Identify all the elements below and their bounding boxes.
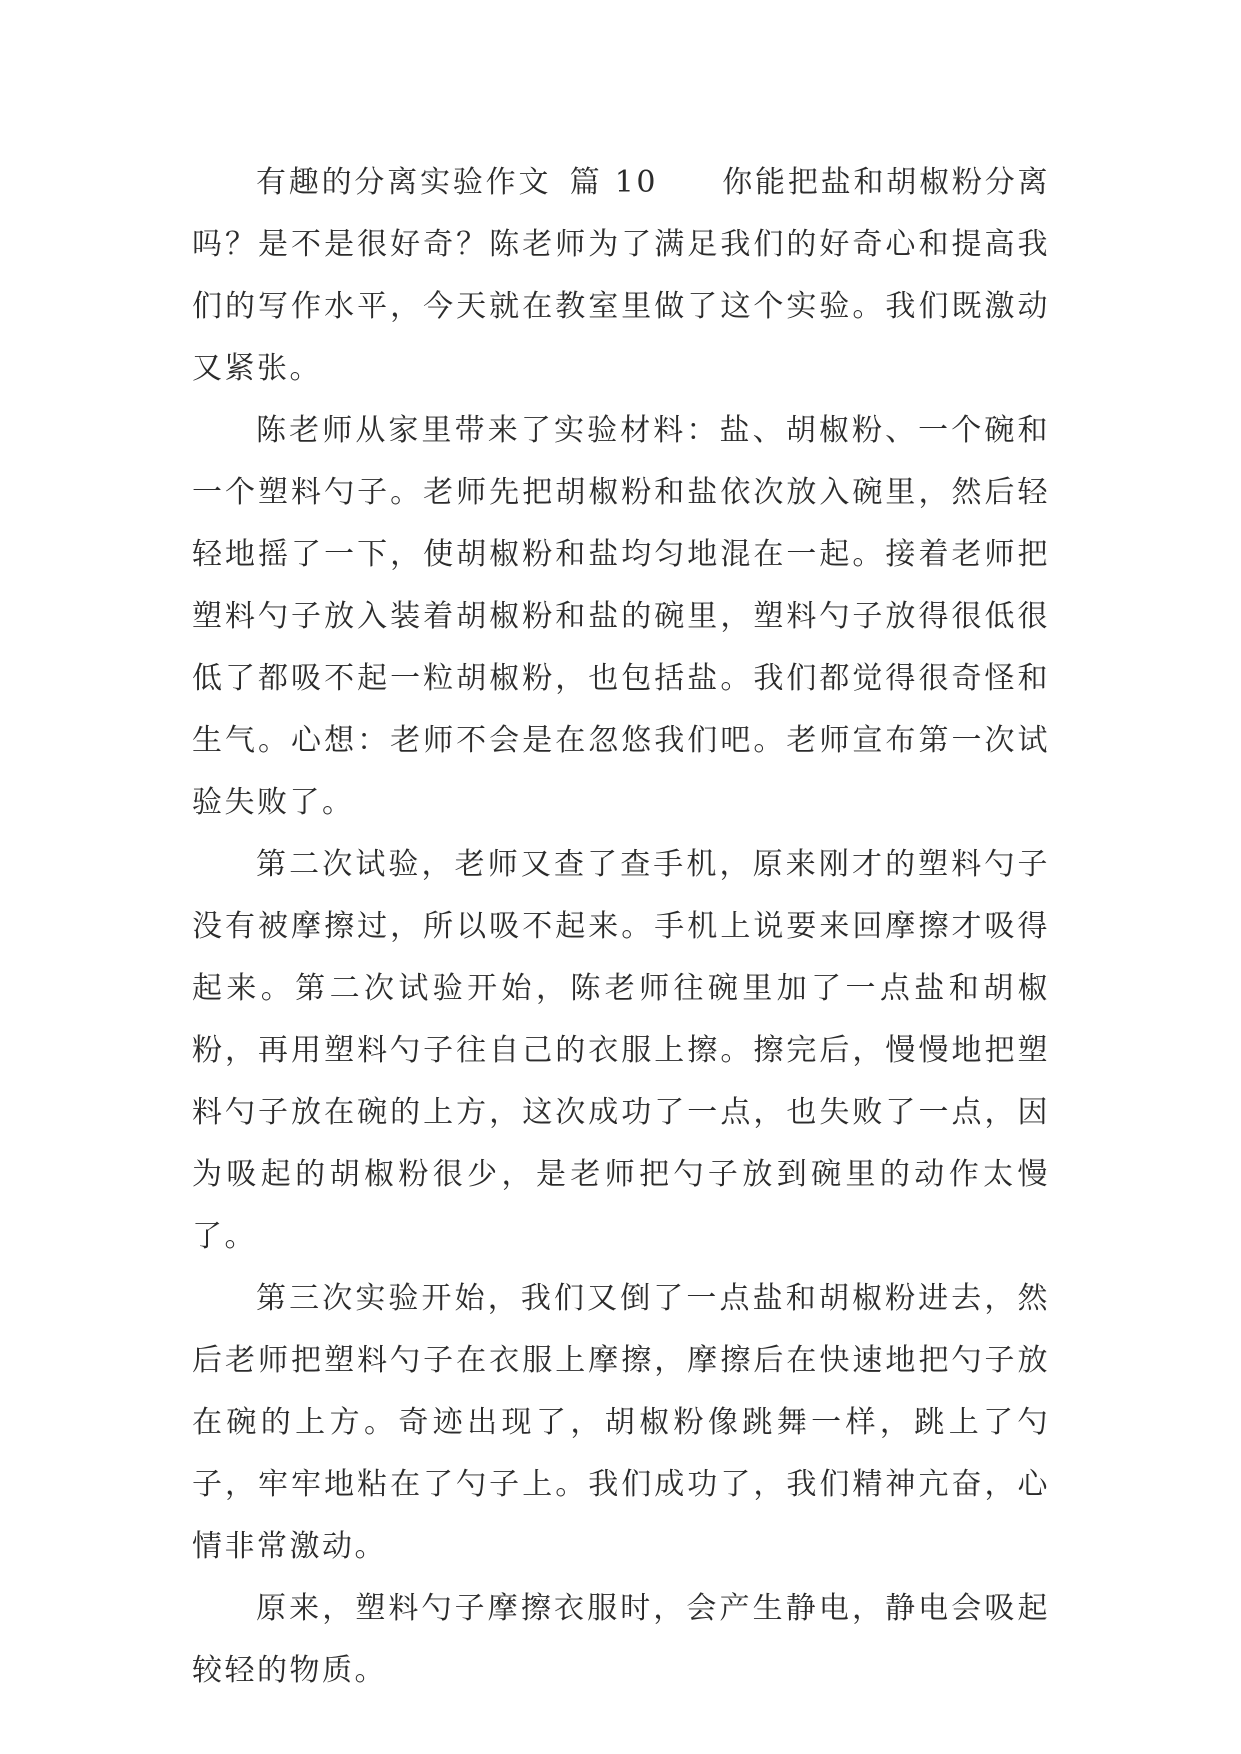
paragraph-3: 第三次实验开始，我们又倒了一点盐和胡椒粉进去，然后老师把塑料勺子在衣服上摩擦，摩擦后在快速地把勺子放在碗的上方。奇迹出现了，胡椒粉像跳舞一样，跳上了勺子，牢牢地粘在了勺子上。我们成功了，我们精神亢奋，心情非常激动。	[192, 1281, 1050, 1564]
essay-number: 篇 10	[569, 165, 658, 200]
paragraph-4: 原来，塑料勺子摩擦衣服时，会产生静电，静电会吸起较轻的物质。	[192, 1591, 1050, 1688]
intro-text: 你能把盐和胡椒粉分离吗？是不是很好奇？陈老师为了满足我们的好奇心和提高我们的写作水平，今天就在教室里做了这个实验。我们既激动又紧张。	[192, 165, 1051, 386]
paragraph-1: 陈老师从家里带来了实验材料：盐、胡椒粉、一个碗和一个塑料勺子。老师先把胡椒粉和盐依次放入碗里，然后轻轻地摇了一下，使胡椒粉和盐均匀地混在一起。接着老师把塑料勺子放入装着胡椒粉和盐的碗里，塑料勺子放得很低很低了都吸不起一粒胡椒粉，也包括盐。我们都觉得很奇怪和生气。心想：老师不会是在忽悠我们吧。老师宣布第一次试验失败了。	[192, 413, 1050, 820]
paragraph-2: 第二次试验，老师又查了查手机，原来刚才的塑料勺子没有被摩擦过，所以吸不起来。手机上说要来回摩擦才吸得起来。第二次试验开始，陈老师往碗里加了一点盐和胡椒粉，再用塑料勺子往自己的衣服上擦。擦完后，慢慢地把塑料勺子放在碗的上方，这次成功了一点，也失败了一点，因为吸起的胡椒粉很少，是老师把勺子放到碗里的动作太慢了。	[192, 847, 1050, 1254]
essay-title: 有趣的分离实验作文	[256, 165, 552, 200]
document-body	[192, 152, 1050, 1702]
intro-paragraph	[192, 152, 1050, 400]
